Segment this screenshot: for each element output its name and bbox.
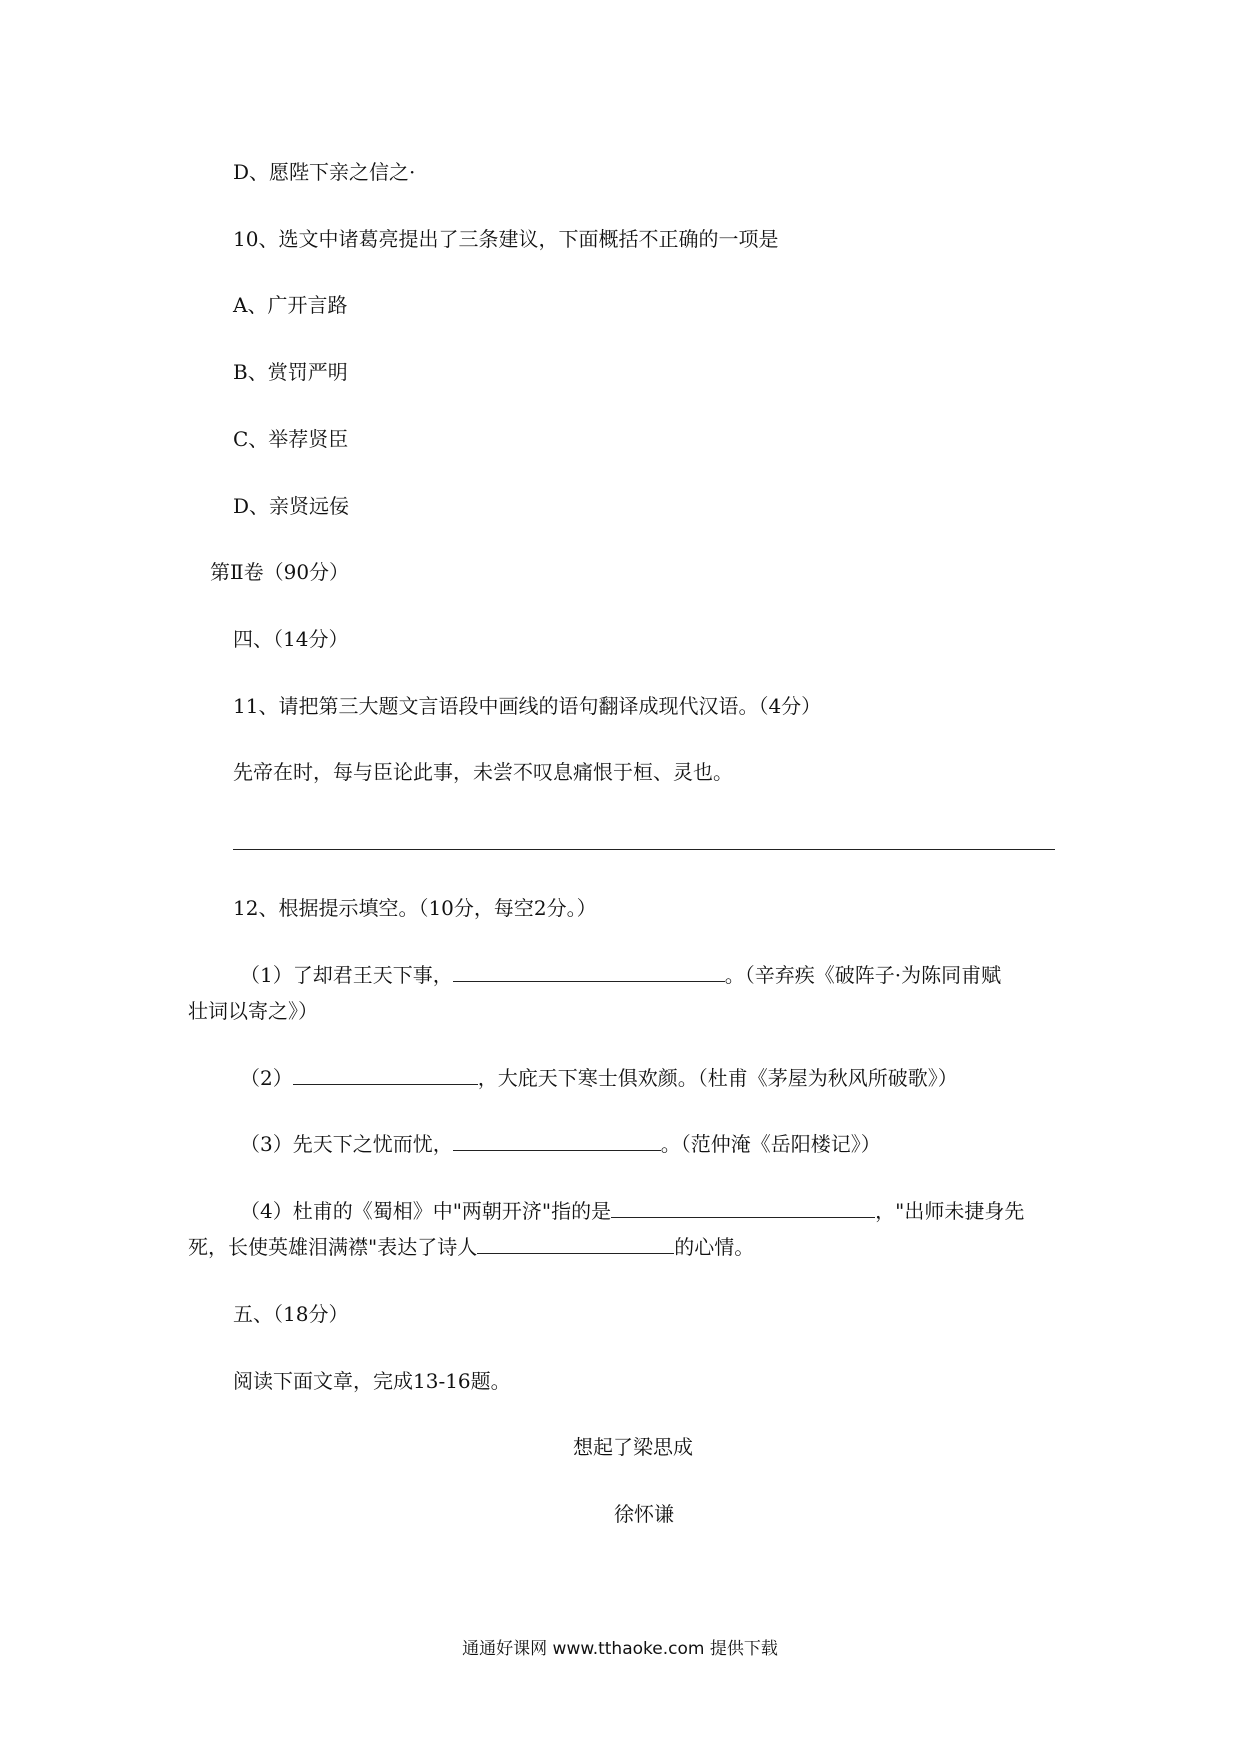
article-title: 想起了梁思成 [573,1435,693,1459]
q11-answer-line[interactable] [233,849,1055,850]
q12-4-middle: ，"出师未捷身先 [875,1199,1025,1223]
q12-3-suffix: 。（范仲淹《岳阳楼记》） [660,1132,881,1156]
q12-4-prefix: （4）杜甫的《蜀相》中"两朝开济"指的是 [240,1199,612,1223]
q10-option-d: D、亲贤远佞 [233,494,350,518]
q12-2-suffix: ，大庇天下寒士俱欢颜。（杜甫《茅屋为秋风所破歌》） [477,1066,958,1090]
q12-4-text: 死，长使英雄泪满襟"表达了诗人 [188,1235,478,1259]
page-footer: 通通好课网 www.tthaoke.com 提供下载 [462,1639,778,1659]
q12-item-4 [240,1197,1024,1225]
q11-sentence: 先帝在时，每与臣论此事，未尝不叹息痛恨于桓、灵也。 [233,760,733,784]
q12-item-3 [240,1130,881,1158]
section-five-heading: 五、（18分） [233,1302,349,1326]
q12-4-suffix: 的心情。 [674,1235,755,1259]
q12-item-2 [240,1064,958,1092]
q12-2-blank[interactable] [293,1064,478,1085]
q12-1-continuation: 壮词以寄之》） [188,999,318,1023]
q12-1-blank[interactable] [453,961,725,982]
section-four-heading: 四、（14分） [233,627,349,651]
q10-option-c: C、举荐贤臣 [233,427,349,451]
article-author: 徐怀谦 [614,1502,674,1526]
q12-1-prefix: （1）了却君王天下事， [240,963,453,987]
q12-4-blank-1[interactable] [611,1197,875,1218]
q12-1-suffix: 。（辛弃疾《破阵子·为陈同甫赋 [724,963,1002,987]
q12-4-blank-2[interactable] [477,1233,674,1254]
q9-option-d: D、愿陛下亲之信之· [233,160,416,184]
q12-3-prefix: （3）先天下之忧而忧， [240,1132,453,1156]
q10-option-a: A、广开言路 [233,293,348,317]
q12-item-1 [240,961,1001,989]
q12-stem: 12、根据提示填空。（10分，每空2分。） [233,896,597,920]
q10-stem: 10、选文中诸葛亮提出了三条建议，下面概括不正确的一项是 [233,227,779,251]
q12-2-prefix: （2） [240,1066,293,1090]
q10-option-b: B、赏罚严明 [233,360,348,384]
part-two-heading: 第Ⅱ卷（90分） [210,560,350,584]
q12-3-blank[interactable] [453,1130,661,1151]
reading-instruction: 阅读下面文章，完成13-16题。 [233,1369,511,1393]
q11-stem: 11、请把第三大题文言语段中画线的语句翻译成现代汉语。（4分） [233,694,822,718]
q12-4-continuation [188,1233,754,1261]
